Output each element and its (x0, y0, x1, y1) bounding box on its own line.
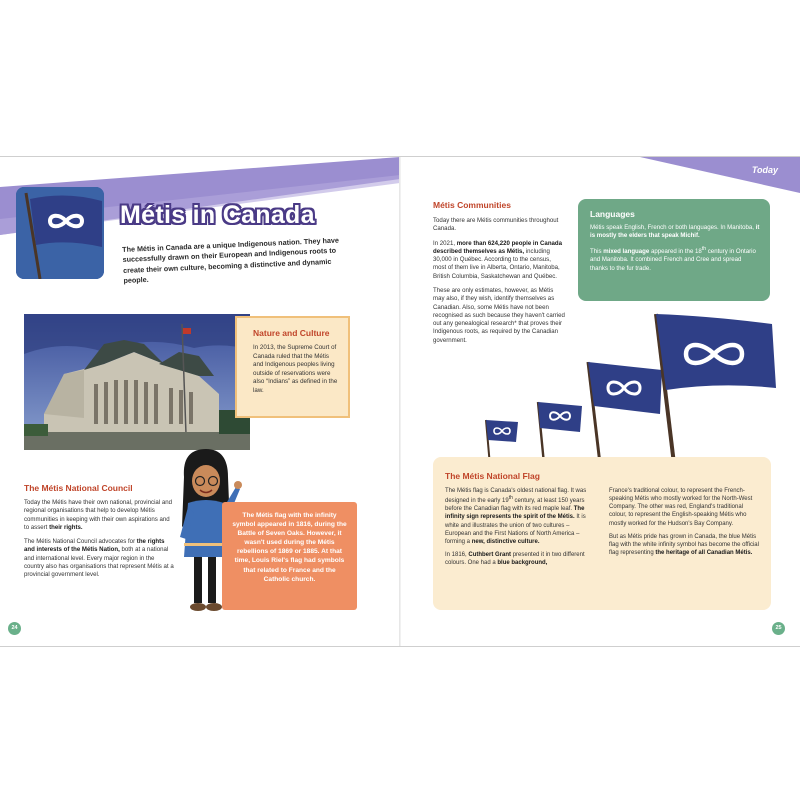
title-flag-box (16, 187, 104, 279)
page-number-right: 25 (772, 622, 785, 635)
speech-bubble (222, 502, 357, 610)
today-label: Today (751, 165, 778, 175)
flag-heading: The Métis National Flag (445, 471, 540, 481)
communities-paragraph-1: Today there are Métis communities throughout Canada. (433, 217, 559, 233)
metis-flag-icon (16, 187, 104, 279)
purple-today-band (640, 157, 800, 193)
languages-box (578, 199, 770, 301)
nature-culture-box (235, 316, 350, 418)
speech-text: The Métis flag with the infinity symbol appeared in 1816, during the Battle of Seven Oaks. However, it wasn't used during the Métis rebellions of 1869 or 1885. At that time, Louis Riel's flag had symbols that related to France and the Catholic church. (232, 512, 347, 583)
intro-text: The Métis in Canada are a unique Indigenous nation. They have successfully drawn on their European and Indigenous roots to create their own culture, becoming a distinctive and dynamic people. (122, 235, 340, 286)
flag-columns (445, 487, 759, 572)
flag-col2-paragraph-1: France's traditional colour, to represent the French-speaking Métis who mostly worked for the North-West Company. The other was red, England's traditional colour, to represent the English-speaking Métis who mostly worked for the Hudson's Bay Company. (609, 488, 753, 527)
flag-col1-paragraph-1: The Métis flag is Canada's oldest national flag. It was designed in the early 19th century, at least 150 years before the Canadian flag with its red maple leaf. The infinity sign represents the spirit of the Métis. It is white and illustrates the union of two cultures – European and the First Nations of North America – forming a new, distinctive culture. (445, 488, 587, 545)
communities-paragraph-2: In 2021, more than 624,220 people in Canada described themselves as Métis, including 30,000 in Québec. According to the census, most of them live in Alberta, Ontario, Manitoba, British Columbia, Saskatchewan and Québec. (433, 239, 563, 280)
council-heading: The Métis National Council (24, 483, 133, 493)
communities-heading: Métis Communities (433, 200, 511, 210)
nature-heading: Nature and Culture (253, 328, 330, 338)
languages-paragraph-2: This mixed language appeared in the 18th century in Ontario and Manitoba. It combined French and Cree and spread thanks to the fur trade. (590, 245, 756, 272)
communities-paragraph-3: These are only estimates, however, as Métis may also, if they wish, identify themselves as Canadian. Also, some Métis have not been recognised as such because they haven't carried out any genealogical research* that proves their Indigenous roots, as required by the Canadian government. (433, 286, 565, 344)
flag-col2-paragraph-2: But as Métis pride has grown in Canada, the blue Métis flag with the white infinity symbol has become the official flag representing the heritage of all Canadian Métis. (609, 533, 759, 557)
council-paragraph-2: The Métis National Council advocates for the rights and interests of the Métis Nation, both at a national and international level. Every major region in the country also has organisations that represent Métis at a provincial government level. (24, 538, 174, 579)
page-title: Métis in Canada (120, 201, 315, 229)
supreme-court-photo (24, 314, 250, 450)
flag-column-2 (609, 487, 759, 572)
languages-paragraph-1: Métis speak English, French or both languages. In Manitoba, it is mostly the elders that speak Michif. (590, 224, 760, 240)
book-gutter (399, 157, 401, 647)
council-paragraph-1: Today the Métis have their own national, provincial and regional organisations that help to develop Métis communities in keeping with their own aspirations and to assert their rights. (24, 499, 173, 531)
flag-large (656, 314, 776, 464)
languages-text (590, 224, 760, 273)
flag-column-1 (445, 487, 595, 572)
book-spread (0, 156, 800, 647)
national-flag-box (433, 457, 771, 610)
page-number-left: 24 (8, 622, 21, 635)
flag-small-2 (538, 402, 582, 464)
metis-flags-illustration (470, 302, 790, 472)
languages-heading: Languages (590, 209, 635, 219)
flag-col1-paragraph-2: In 1816, Cuthbert Grant presented it in two different colours. One had a blue background, (445, 552, 585, 567)
flag-medium (588, 362, 662, 464)
nature-text: In 2013, the Supreme Court of Canada ruled that the Métis and Indigenous peoples living outside of reservations were also “Indians” as defined in the law. (253, 344, 338, 394)
council-text (24, 499, 174, 586)
